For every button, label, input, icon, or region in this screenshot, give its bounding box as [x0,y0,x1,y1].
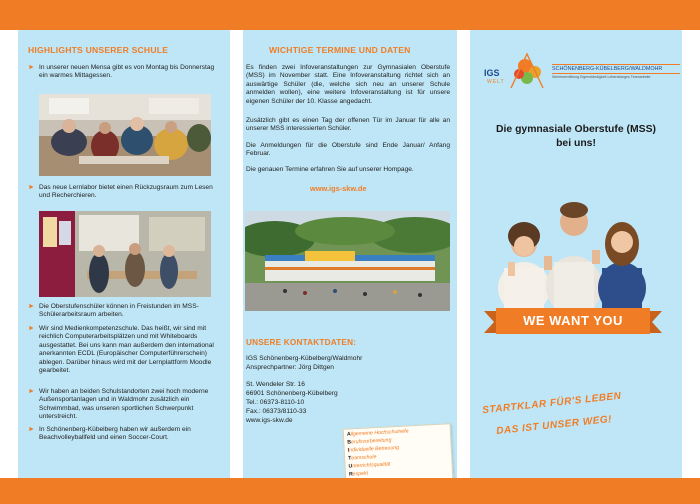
contact-name: IGS Schönenberg-Kübelberg/Waldmohr [246,355,363,362]
abitur-notepad [343,423,454,485]
highlight-bullet-beach: ► In Schönenberg-Kübelberg haben wir außerdem ein Beachvolleyballfeld und einen Soccer-Court. [28,426,191,442]
abitur-row: Unterrichtsqualität [348,461,391,470]
abitur-row: Individuelle Betreuung [347,444,400,454]
school-tagline: Wertevermittlung Eigenständigkeit Lebenslanges Teamarbeite [552,75,651,79]
top-band [0,0,700,30]
termine-para-homepage: Die genauen Termine erfahren Sie auf unserer Hompage. [246,166,414,173]
abitur-row: Berufsvorbereitung [347,437,392,446]
slogan-line1: STARTKLAR FÜR'S LEBEN [481,390,622,417]
abitur-row: Allgemeine Hochschulreife [346,428,409,438]
arrow-icon: ► [28,426,35,433]
abitur-row: Teamschule [348,454,377,462]
photo-mensa [39,94,211,176]
logo-subtext: WELT [487,79,505,85]
termine-para-info: Es finden zwei Infoveranstaltungen zur Gymnasialen Oberstufe (MSS) im November statt. Eine Infoveranstaltung richtet sich an auswärtige Schüler (die, welche sich neu an unserer Schule anmelden wollen), eine weitere Infoveranstaltung ist für unsere eigenen Schüler der 10. Klasse angedacht. [246,64,450,105]
highlight-bullet-sport: ► Wir haben an beiden Schulstandorten zwei hoch moderne Außensportanlagen und in Waldmohr zusätzlich ein Schwimmbad, was unseren sportlichen Schwerpunkt unterstreicht. [28,388,209,421]
school-name: SCHÖNENBERG-KÜBELBERG/WALDMOHR [552,64,680,74]
contact-city: 66901 Schönenberg-Kübelberg [246,390,338,397]
highlights-heading: HIGHLIGHTS UNSERER SCHULE [28,45,169,55]
slogan-line2: DAS IST UNSER WEG! [495,413,613,438]
we-want-you-banner [484,307,662,337]
arrow-icon: ► [28,184,35,191]
highlight-bullet-lernlabor: ► Das neue Lernlabor bietet einen Rückzugsraum zum Lesen und Recherchieren. [28,184,213,200]
highlight-bullet-mss-raum: ► Die Oberstufenschüler können in Freistunden im MSS-Schülerarbeitsraum arbeiten. [28,303,199,319]
banner-text: WE WANT YOU [523,313,623,328]
contact-fax: Fax.: 06373/8110-33 [246,408,307,415]
contact-phone: Tel.: 06373-8110-10 [246,399,305,406]
termine-para-tag: Zusätzlich gibt es einen Tag der offenen Tür im Januar für alle an unserer MSS interessierten Schüler. [246,117,450,133]
contact-person: Ansprechpartner: Jörg Dittgen [246,364,334,371]
arrow-icon: ► [28,64,35,71]
highlight-bullet-medien: ► Wir sind Medienkompetenzschule. Das heißt, wir sind mit reichlich Computerarbeitsplätzen und mit Whiteboards ausgestattet. Bei uns kann man außerdem den international anerkannten ECDL (Europäischer Computerführerschein) ablegen. Darüber hinaus wird mit der Lernplattform Moodle gearbeitet. [28,325,214,375]
arrow-icon: ► [28,303,35,310]
cover-title: Die gymnasiale Oberstufe (MSS) bei uns! [496,124,656,149]
photo-students [494,192,654,308]
contact-web[interactable]: www.igs-skw.de [246,417,293,424]
contact-heading: UNSERE KONTAKTDATEN: [246,338,357,347]
arrow-icon: ► [28,325,35,332]
bottom-band [0,478,700,504]
photo-lernlabor [39,211,211,297]
logo-text: IGS [484,68,500,78]
website-link[interactable]: www.igs-skw.de [310,184,367,193]
abitur-row: Respekt [348,470,369,478]
photo-school-building [245,211,450,311]
termine-para-anmeldung: Die Anmeldungen für die Oberstufe sind Ende Januar/ Anfang Februar. [246,142,450,158]
highlight-bullet-mensa: ► In unserer neuen Mensa gibt es von Montag bis Donnerstag ein warmes Mittagessen. [28,64,215,80]
contact-street: St. Wendeler Str. 16 [246,381,305,388]
termine-heading: WICHTIGE TERMINE UND DATEN [269,45,411,55]
arrow-icon: ► [28,388,35,395]
